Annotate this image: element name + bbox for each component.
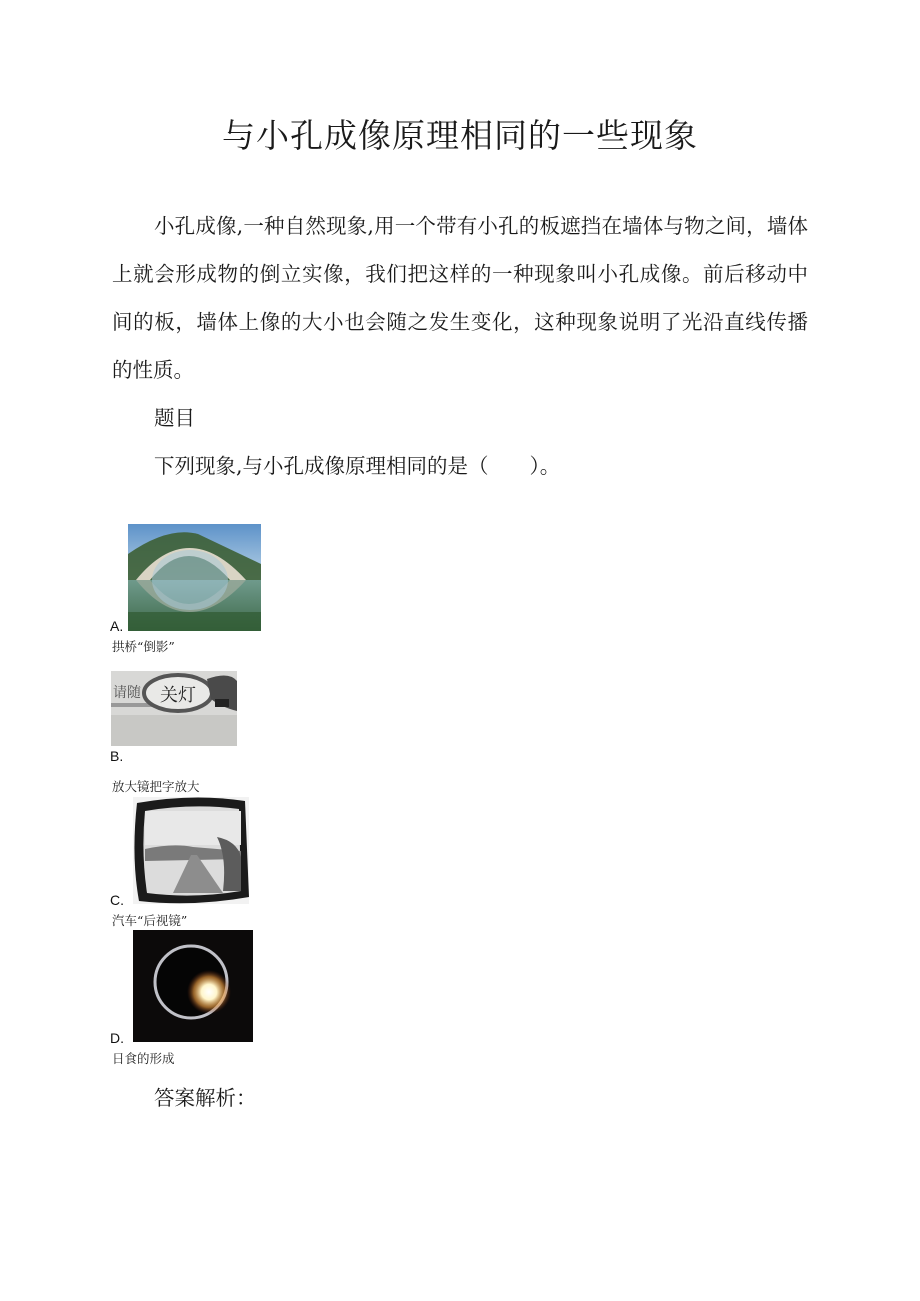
option-c-caption: 汽车“后视镜” [112,913,188,928]
option-a-caption: 拱桥“倒影” [112,639,175,654]
option-b-letter: B. [110,748,124,764]
option-a-letter: A. [110,618,124,634]
magnifier-over-text-photo [111,671,237,746]
solar-eclipse-photo [133,930,253,1042]
answer-label: 答案解析： [154,1086,257,1110]
car-side-mirror-photo [133,797,249,904]
option-b-caption: 放大镜把字放大 [112,779,200,794]
magnified-text: 关灯 [160,685,196,706]
option-c-letter: C. [110,892,124,908]
arch-bridge-reflection-photo [128,524,261,631]
section-heading: 题目 [154,406,195,430]
option-d-letter: D. [110,1030,124,1046]
svg-text:请随: 请随 [113,685,141,701]
question-text: 下列现象,与小孔成像原理相同的是（ ）。 [154,454,561,478]
page-title: 与小孔成像原理相同的一些现象 [222,116,698,155]
option-d-caption: 日食的形成 [112,1051,175,1066]
intro-paragraph: 小孔成像,一种自然现象,用一个带有小孔的板遮挡在墙体与物之间，墙体上就会形成物的倒立实像，我们把这样的一种现象叫小孔成像。前后移动中间的板，墙体上像的大小也会随之发生变化，这种现象说明了光沿直线传播的性质。 [112,214,808,382]
